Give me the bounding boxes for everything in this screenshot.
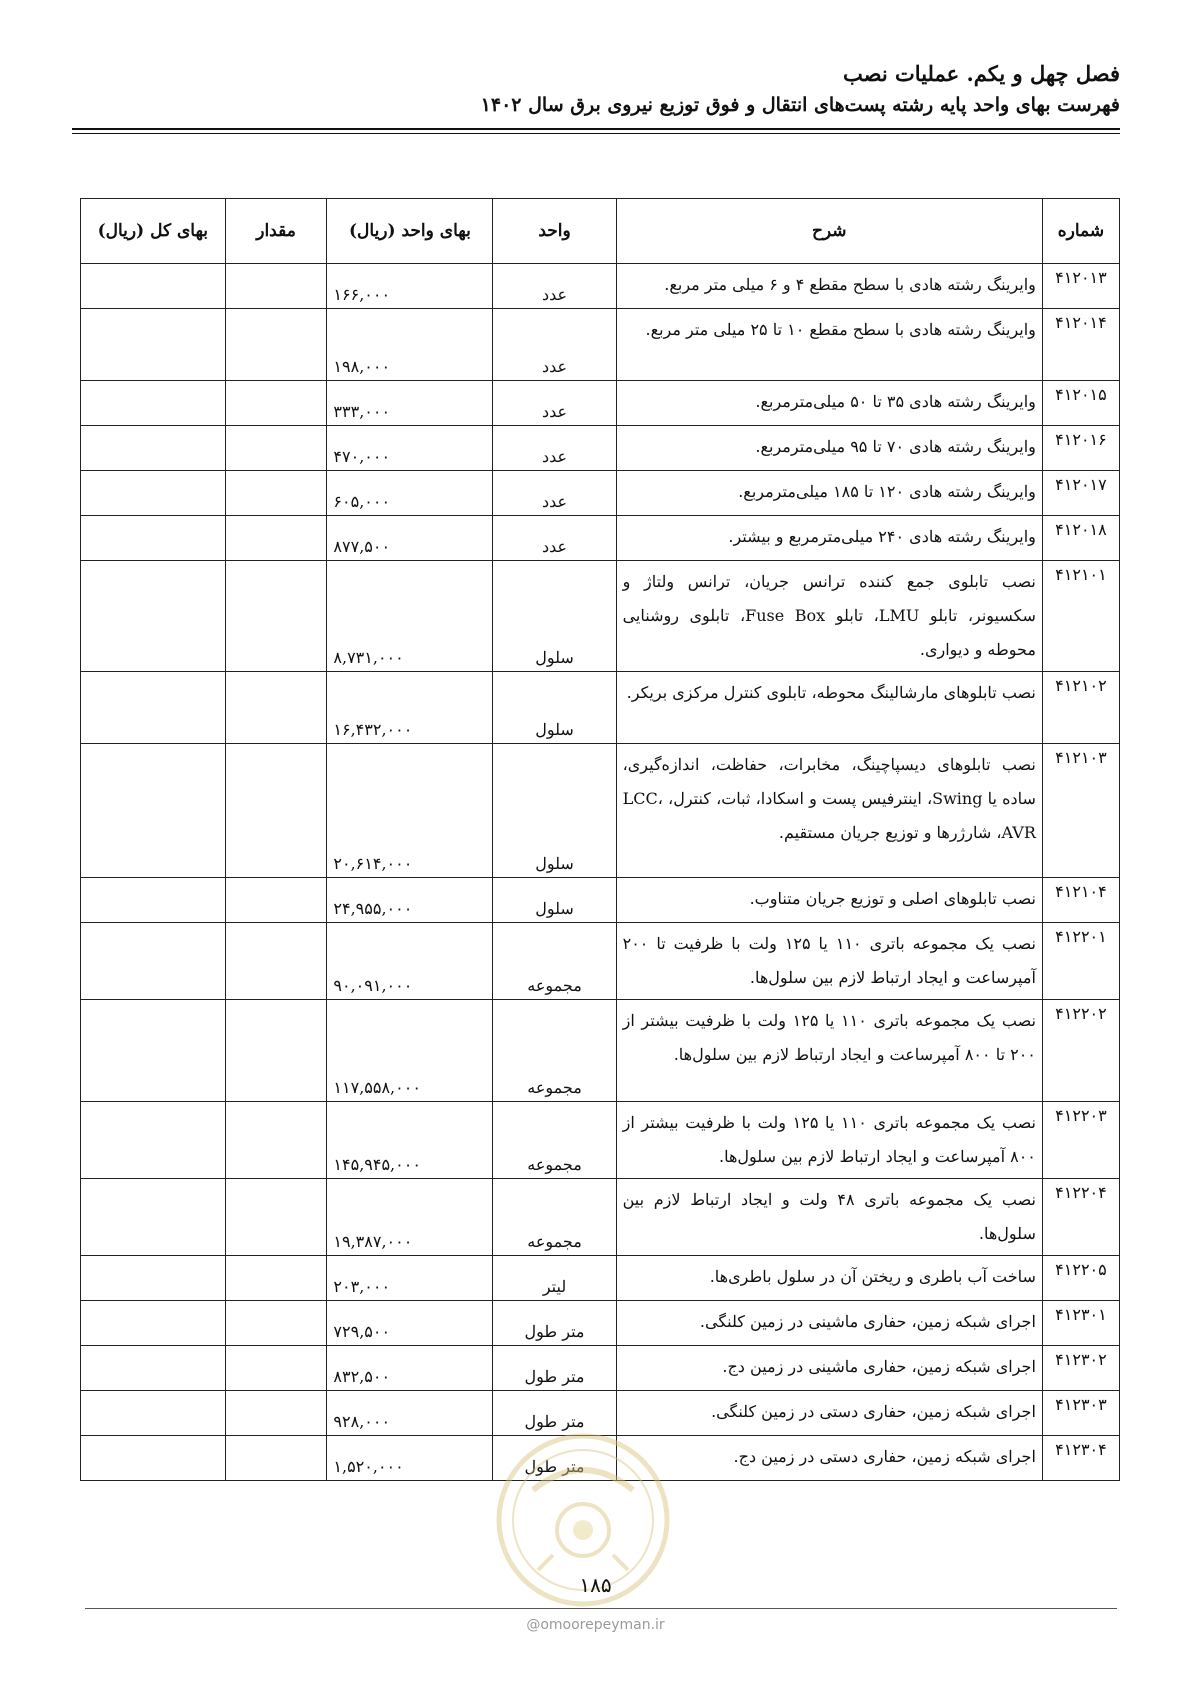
item-total: [81, 381, 226, 426]
item-number: ۴۱۲۳۰۱: [1042, 1301, 1119, 1346]
item-unit: متر طول: [493, 1346, 616, 1391]
item-description: نصب یک مجموعه باتری ۱۱۰ یا ۱۲۵ ولت با ظرفیت تا ۲۰۰ آمپرساعت و ایجاد ارتباط لازم بین سلول‌ها.: [616, 923, 1042, 1000]
table-header-row: [81, 199, 1120, 264]
table-row: [81, 561, 1120, 672]
item-quantity: [225, 381, 327, 426]
item-number: ۴۱۲۳۰۴: [1042, 1436, 1119, 1481]
item-unit-price: ۶۰۵,۰۰۰: [327, 471, 493, 516]
item-description: وایرینگ رشته هادی با سطح مقطع ۱۰ تا ۲۵ میلی متر مربع.: [616, 309, 1042, 381]
item-unit: متر طول: [493, 1301, 616, 1346]
item-quantity: [225, 426, 327, 471]
table-row: [81, 744, 1120, 878]
item-number: ۴۱۲۲۰۵: [1042, 1256, 1119, 1301]
document-subtitle: فهرست بهای واحد پایه رشته پست‌های انتقال و فوق توزیع نیروی برق سال ۱۴۰۲: [480, 94, 1120, 116]
item-quantity: [225, 1391, 327, 1436]
item-quantity: [225, 309, 327, 381]
item-unit-price: ۹۰,۰۹۱,۰۰۰: [327, 923, 493, 1000]
item-description: وایرینگ رشته هادی با سطح مقطع ۴ و ۶ میلی متر مربع.: [616, 264, 1042, 309]
item-number: ۴۱۲۱۰۴: [1042, 878, 1119, 923]
footer-rule: [85, 1608, 1117, 1609]
item-description: نصب تابلوهای مارشالینگ محوطه، تابلوی کنترل مرکزی بریکر.: [616, 672, 1042, 744]
item-number: ۴۱۲۰۱۵: [1042, 381, 1119, 426]
item-unit-price: ۱۹۸,۰۰۰: [327, 309, 493, 381]
page-number: ۱۸۵: [579, 1573, 612, 1597]
item-unit: سلول: [493, 561, 616, 672]
item-quantity: [225, 1000, 327, 1102]
page-header: [72, 58, 1120, 120]
item-unit: سلول: [493, 672, 616, 744]
item-unit-price: ۱۶,۴۳۲,۰۰۰: [327, 672, 493, 744]
item-quantity: [225, 1256, 327, 1301]
item-quantity: [225, 744, 327, 878]
item-unit-price: ۳۳۳,۰۰۰: [327, 381, 493, 426]
item-unit-price: ۲۴,۹۵۵,۰۰۰: [327, 878, 493, 923]
item-unit-price: ۱,۵۲۰,۰۰۰: [327, 1436, 493, 1481]
table-row: [81, 1391, 1120, 1436]
item-unit: مجموعه: [493, 1102, 616, 1179]
item-description: اجرای شبکه زمین، حفاری ماشینی در زمین کلنگی.: [616, 1301, 1042, 1346]
item-total: [81, 923, 226, 1000]
table-row: [81, 1179, 1120, 1256]
item-total: [81, 426, 226, 471]
item-number: ۴۱۲۳۰۳: [1042, 1391, 1119, 1436]
item-unit-price: ۸۷۷,۵۰۰: [327, 516, 493, 561]
item-total: [81, 1436, 226, 1481]
item-total: [81, 309, 226, 381]
item-description: وایرینگ رشته هادی ۳۵ تا ۵۰ میلی‌مترمربع.: [616, 381, 1042, 426]
item-unit-price: ۲۰,۶۱۴,۰۰۰: [327, 744, 493, 878]
header-rule-thick: [72, 128, 1120, 130]
item-total: [81, 1346, 226, 1391]
table-row: [81, 1346, 1120, 1391]
col-header-total: بهای کل (ریال): [81, 199, 226, 264]
item-unit-price: ۸,۷۳۱,۰۰۰: [327, 561, 493, 672]
col-header-unit: واحد: [493, 199, 616, 264]
item-unit-price: ۱۶۶,۰۰۰: [327, 264, 493, 309]
item-description: نصب تابلوی جمع کننده ترانس جریان، ترانس ولتاژ و سکسیونر، تابلو LMU، تابلو Fuse Box، تابلوی روشنایی محوطه و دیواری.: [616, 561, 1042, 672]
item-unit-price: ۱۱۷,۵۵۸,۰۰۰: [327, 1000, 493, 1102]
item-unit-price: ۱۹,۳۸۷,۰۰۰: [327, 1179, 493, 1256]
item-number: ۴۱۲۰۱۸: [1042, 516, 1119, 561]
item-unit: لیتر: [493, 1256, 616, 1301]
item-number: ۴۱۲۲۰۳: [1042, 1102, 1119, 1179]
table-row: [81, 264, 1120, 309]
item-quantity: [225, 1179, 327, 1256]
item-number: ۴۱۲۰۱۳: [1042, 264, 1119, 309]
item-total: [81, 264, 226, 309]
item-unit: عدد: [493, 516, 616, 561]
item-quantity: [225, 471, 327, 516]
col-header-quantity: مقدار: [225, 199, 327, 264]
item-unit-price: ۸۳۲,۵۰۰: [327, 1346, 493, 1391]
item-unit: عدد: [493, 264, 616, 309]
item-quantity: [225, 1346, 327, 1391]
item-total: [81, 672, 226, 744]
item-quantity: [225, 264, 327, 309]
item-number: ۴۱۲۱۰۱: [1042, 561, 1119, 672]
item-quantity: [225, 878, 327, 923]
table-row: [81, 1102, 1120, 1179]
table-row: [81, 309, 1120, 381]
item-unit: متر طول: [493, 1436, 616, 1481]
item-number: ۴۱۲۱۰۳: [1042, 744, 1119, 878]
table-row: [81, 1000, 1120, 1102]
header-rule-thin: [72, 133, 1120, 134]
item-total: [81, 1000, 226, 1102]
col-header-unit-price: بهای واحد (ریال): [327, 199, 493, 264]
table-row: [81, 516, 1120, 561]
table-row: [81, 923, 1120, 1000]
item-unit-price: ۲۰۳,۰۰۰: [327, 1256, 493, 1301]
item-unit: عدد: [493, 471, 616, 516]
table-row: [81, 471, 1120, 516]
item-description: نصب تابلوهای اصلی و توزیع جریان متناوب.: [616, 878, 1042, 923]
item-total: [81, 744, 226, 878]
col-header-number: شماره: [1042, 199, 1119, 264]
item-total: [81, 1179, 226, 1256]
item-number: ۴۱۲۱۰۲: [1042, 672, 1119, 744]
item-unit: عدد: [493, 381, 616, 426]
item-unit: عدد: [493, 426, 616, 471]
item-unit-price: ۷۲۹,۵۰۰: [327, 1301, 493, 1346]
item-total: [81, 1301, 226, 1346]
item-number: ۴۱۲۰۱۷: [1042, 471, 1119, 516]
item-unit: سلول: [493, 878, 616, 923]
watermark-handle: @omoorepeyman.ir: [526, 1617, 665, 1633]
item-number: ۴۱۲۳۰۲: [1042, 1346, 1119, 1391]
col-header-description: شرح: [616, 199, 1042, 264]
item-description: نصب یک مجموعه باتری ۴۸ ولت و ایجاد ارتباط لازم بین سلول‌ها.: [616, 1179, 1042, 1256]
table-row: [81, 1301, 1120, 1346]
item-description: نصب یک مجموعه باتری ۱۱۰ یا ۱۲۵ ولت با ظرفیت بیشتر از ۸۰۰ آمپرساعت و ایجاد ارتباط لازم بین سلول‌ها.: [616, 1102, 1042, 1179]
item-description: اجرای شبکه زمین، حفاری ماشینی در زمین دج.: [616, 1346, 1042, 1391]
item-total: [81, 516, 226, 561]
item-description: نصب یک مجموعه باتری ۱۱۰ یا ۱۲۵ ولت با ظرفیت بیشتر از ۲۰۰ تا ۸۰۰ آمپرساعت و ایجاد ارتباط لازم بین سلول‌ها.: [616, 1000, 1042, 1102]
item-unit: مجموعه: [493, 1000, 616, 1102]
item-total: [81, 561, 226, 672]
item-quantity: [225, 923, 327, 1000]
item-total: [81, 878, 226, 923]
item-quantity: [225, 561, 327, 672]
item-description: نصب تابلوهای دیسپاچینگ، مخابرات، حفاظت، اندازه‌گیری، ساده یا Swing، اینترفیس پست و اسکادا، ثبات، کنترل، LCC، AVR، شارژرها و توزیع جریان مستقیم.: [616, 744, 1042, 878]
table-row: [81, 1436, 1120, 1481]
item-unit: متر طول: [493, 1391, 616, 1436]
item-number: ۴۱۲۲۰۲: [1042, 1000, 1119, 1102]
item-quantity: [225, 516, 327, 561]
item-number: ۴۱۲۲۰۴: [1042, 1179, 1119, 1256]
item-unit-price: ۴۷۰,۰۰۰: [327, 426, 493, 471]
item-quantity: [225, 672, 327, 744]
item-quantity: [225, 1301, 327, 1346]
item-number: ۴۱۲۰۱۶: [1042, 426, 1119, 471]
table-row: [81, 878, 1120, 923]
item-unit: مجموعه: [493, 923, 616, 1000]
table-row: [81, 426, 1120, 471]
item-quantity: [225, 1102, 327, 1179]
table-row: [81, 1256, 1120, 1301]
item-total: [81, 471, 226, 516]
item-number: ۴۱۲۰۱۴: [1042, 309, 1119, 381]
table-row: [81, 381, 1120, 426]
item-description: وایرینگ رشته هادی ۱۲۰ تا ۱۸۵ میلی‌مترمربع.: [616, 471, 1042, 516]
item-total: [81, 1391, 226, 1436]
item-description: وایرینگ رشته هادی ۷۰ تا ۹۵ میلی‌مترمربع.: [616, 426, 1042, 471]
item-description: ساخت آب باطری و ریختن آن در سلول باطری‌ها.: [616, 1256, 1042, 1301]
item-description: اجرای شبکه زمین، حفاری دستی در زمین کلنگی.: [616, 1391, 1042, 1436]
item-total: [81, 1102, 226, 1179]
item-number: ۴۱۲۲۰۱: [1042, 923, 1119, 1000]
item-description: اجرای شبکه زمین، حفاری دستی در زمین دج.: [616, 1436, 1042, 1481]
table-row: [81, 672, 1120, 744]
item-unit-price: ۱۴۵,۹۴۵,۰۰۰: [327, 1102, 493, 1179]
price-list-table: [80, 198, 1120, 1481]
item-quantity: [225, 1436, 327, 1481]
item-total: [81, 1256, 226, 1301]
item-description: وایرینگ رشته هادی ۲۴۰ میلی‌مترمربع و بیشتر.: [616, 516, 1042, 561]
item-unit: عدد: [493, 309, 616, 381]
item-unit-price: ۹۲۸,۰۰۰: [327, 1391, 493, 1436]
item-unit: سلول: [493, 744, 616, 878]
chapter-title: فصل چهل و یکم. عملیات نصب: [843, 61, 1120, 86]
item-unit: مجموعه: [493, 1179, 616, 1256]
